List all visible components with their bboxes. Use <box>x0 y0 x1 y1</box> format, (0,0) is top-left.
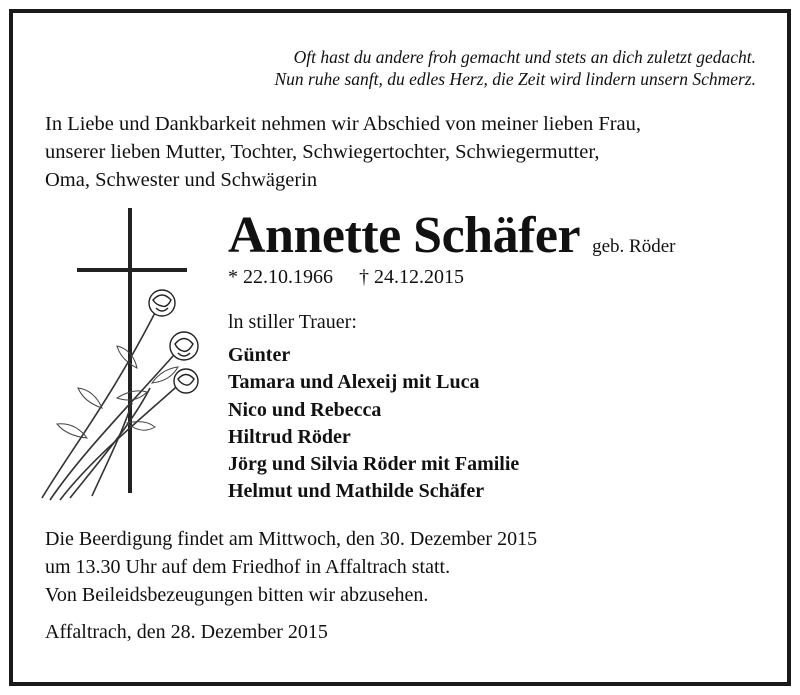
cross-with-roses-icon <box>32 208 217 508</box>
death-date: † 24.12.2015 <box>359 266 464 288</box>
list-item: Günter <box>228 344 291 366</box>
life-dates <box>228 266 464 289</box>
funeral-info <box>45 525 537 609</box>
place-and-date: Affaltrach, den 28. Dezember 2015 <box>45 621 328 643</box>
birth-date: * 22.10.1966 <box>228 266 333 288</box>
poem-line: Oft hast du andere froh gemacht und stets an dich zuletzt gedacht. <box>293 47 756 67</box>
funeral-line: Von Beileidsbezeugungen bitten wir abzusehen. <box>45 584 429 606</box>
intro-line: In Liebe und Dankbarkeit nehmen wir Abschied von meiner lieben Frau, <box>45 113 642 135</box>
list-item: Nico und Rebecca <box>228 398 382 421</box>
mourning-heading: ln stiller Trauer: <box>228 311 357 333</box>
intro-text <box>45 110 765 194</box>
intro-line: Oma, Schwester und Schwägerin <box>45 169 318 191</box>
poem <box>274 46 756 90</box>
poem-line: Nun ruhe sanft, du edles Herz, die Zeit wird lindern unsern Schmerz. <box>274 69 756 89</box>
list-item: Hiltrud Röder <box>228 425 351 448</box>
mourners-list <box>228 342 519 506</box>
intro-line: unserer lieben Mutter, Tochter, Schwiegertochter, Schwiegermutter, <box>45 141 600 163</box>
deceased-name: Annette Schäfer <box>228 207 581 264</box>
list-item: Jörg und Silvia Röder mit Familie <box>228 453 520 476</box>
list-item: Tamara und Alexeij mit Luca <box>228 371 480 394</box>
maiden-name: geb. Röder <box>592 236 676 257</box>
list-item: Helmut und Mathilde Schäfer <box>228 480 485 503</box>
deceased-heading <box>228 206 675 265</box>
funeral-line: Die Beerdigung findet am Mittwoch, den 30. Dezember 2015 <box>45 528 538 550</box>
funeral-line: um 13.30 Uhr auf dem Friedhof in Affaltrach statt. <box>45 556 451 578</box>
